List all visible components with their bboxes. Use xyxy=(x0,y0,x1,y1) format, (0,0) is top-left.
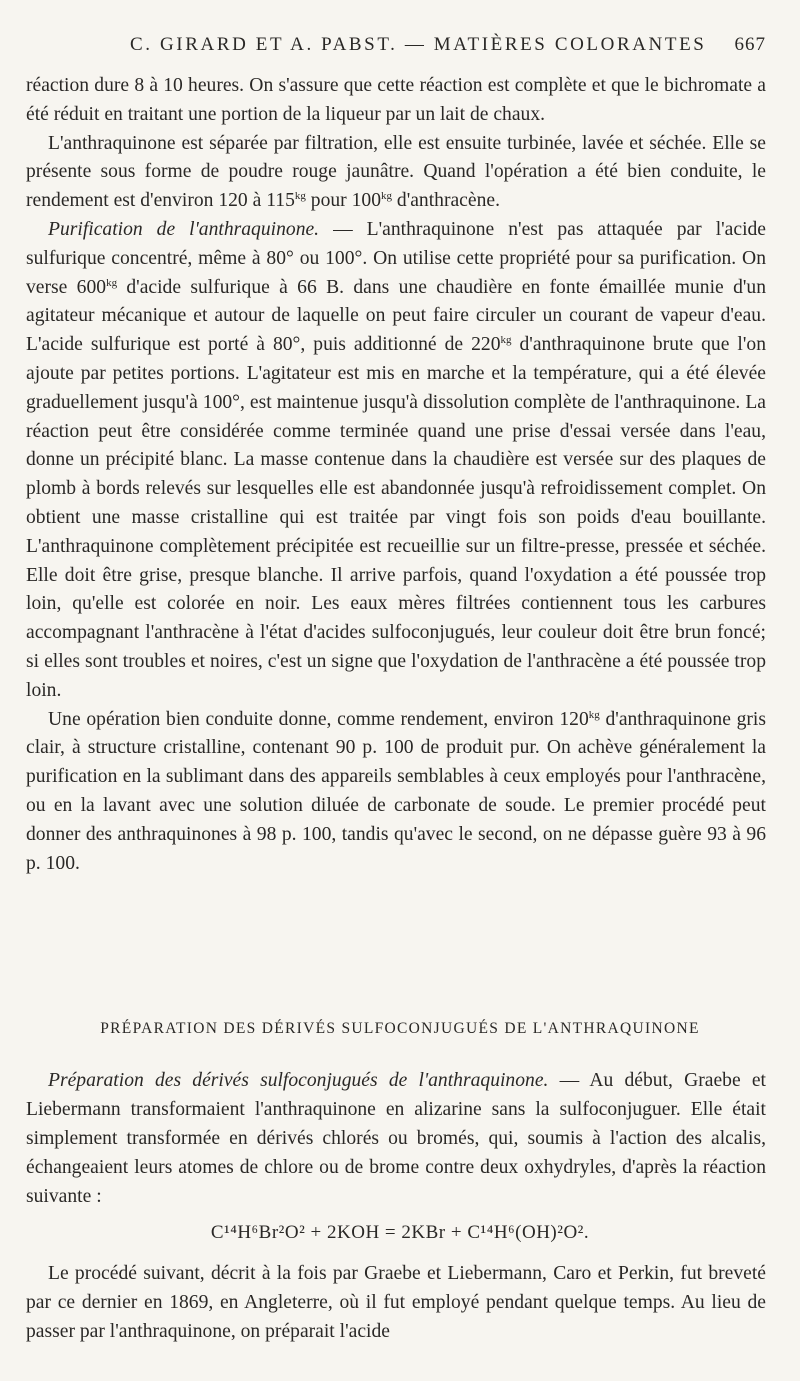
paragraph-1 xyxy=(26,72,766,130)
page-header xyxy=(0,34,800,64)
unit-kg: kg xyxy=(500,334,512,347)
paragraph-4-text-a: Une opération bien conduite donne, comme rendement, environ 120 xyxy=(48,708,589,730)
unit-kg: kg xyxy=(294,190,306,203)
paragraph-2-text-a: L'anthraquinone est séparée par filtration, elle est ensuite turbinée, lavée et séchée. Elle se présente sous forme de poudre rouge jaunâtre. Quand l'opération a été bien conduite, le rendement est d'environ 120 à 115 xyxy=(26,132,766,212)
section-text xyxy=(26,1066,766,1211)
page-number: 667 xyxy=(734,34,766,55)
paragraph-5-italic-lead: Préparation des dérivés sulfoconjugués de l'anthraquinone. xyxy=(48,1070,549,1091)
paragraph-3-text-a: — L'anthraquinone n'est pas attaquée par l'acide sulfurique concentré, même à 80° ou 100°. On utilise cette propriété pour sa purification. On verse 600 xyxy=(26,218,767,298)
paragraph-3-italic-lead: Purification de l'anthraquinone. xyxy=(48,218,320,240)
paragraph-5 xyxy=(26,1066,766,1211)
unit-kg: kg xyxy=(381,190,392,203)
closing-text xyxy=(26,1260,766,1346)
paragraph-1-text: réaction dure 8 à 10 heures. On s'assure que cette réaction est complète et que le bichromate a été réduit en traitant une portion de la liqueur par un lait de chaux. xyxy=(26,75,766,125)
paragraph-6 xyxy=(26,1260,766,1346)
paragraph-5-text: — Au début, Graebe et Liebermann transformaient l'anthraquinone en alizarine sans la sulfoconjuguer. Elle était simplement transformée en dérivés chlorés ou bromés, qui, soumis à l'action des alcalis, échangeaient leurs atomes de chlore ou de brome contre deux oxhydryles, d'après la réaction suivante : xyxy=(26,1070,766,1207)
unit-kg: kg xyxy=(106,276,118,289)
main-text xyxy=(26,72,766,878)
paragraph-2-text-c: d'anthracène. xyxy=(392,190,500,212)
unit-kg: kg xyxy=(588,708,600,721)
paragraph-2 xyxy=(26,130,766,216)
chemical-equation: C¹⁴H⁶Br²O² + 2KOH = 2KBr + C¹⁴H⁶(OH)²O². xyxy=(210,1222,590,1243)
paragraph-4 xyxy=(26,706,766,879)
running-head: C. GIRARD ET A. PABST. — MATIÈRES COLORANTES xyxy=(130,34,707,55)
paragraph-2-text-b: pour 100 xyxy=(305,190,381,212)
paragraph-3-text-b: d'acide sulfurique à 66 B. dans une chaudière en fonte émaillée munie d'un agitateur mécanique et autour de laquelle on peut faire circuler un courant de vapeur d'eau. L'acide sulfurique est porté à 80°, puis additionné de 220 xyxy=(26,276,766,356)
paragraph-3 xyxy=(26,216,766,706)
paragraph-3-text-c: d'anthraquinone brute que l'on ajoute par petites portions. L'agitateur est mis en marche et la température, qui a été élevée graduellement jusqu'à 100°, est maintenue jusqu'à dissolution complète de l'anthraquinone. La réaction peut être considérée comme terminée quand une prise d'essai versée dans l'eau, donne un précipité blanc. La masse contenue dans la chaudière est versée sur des plaques de plomb à bords relevés sur lesquelles elle est abandonnée jusqu'à refroidissement complet. On obtient une masse cristalline qui est traitée par vingt fois son poids d'eau bouillante. L'anthraquinone complètement précipitée est recueillie sur un filtre-presse, pressée et séchée. Elle doit être grise, presque blanche. Il arrive parfois, quand l'oxydation a été poussée trop loin, qu'elle est colorée en noir. Les eaux mères filtrées contiennent tous les carbures accompagnant l'anthracène à l'état d'acides sulfoconjugués, leur couleur doit être brun foncé; si elles sont troubles et noires, c'est un signe que l'oxydation de l'anthracène a été poussée trop loin. xyxy=(26,334,766,701)
section-heading: PRÉPARATION DES DÉRIVÉS SULFOCONJUGUÉS DE L'ANTHRAQUINONE xyxy=(100,1020,700,1037)
paragraph-4-text-b: d'anthraquinone gris clair, à structure cristalline, contenant 90 p. 100 de produit pur. On achève généralement la purification en la sublimant dans des appareils semblables à ceux employés pour l'anthracène, ou en la lavant avec une solution diluée de carbonate de soude. Le premier procédé peut donner des anthraquinones à 98 p. 100, tandis qu'avec le second, on ne dépasse guère 93 à 96 p. 100. xyxy=(26,708,766,874)
paragraph-6-text: Le procédé suivant, décrit à la fois par Graebe et Liebermann, Caro et Perkin, fut breveté par ce dernier en 1869, en Angleterre, où il fut employé pendant quelque temps. Au lieu de passer par l'anthraquinone, on préparait l'acide xyxy=(26,1263,766,1342)
